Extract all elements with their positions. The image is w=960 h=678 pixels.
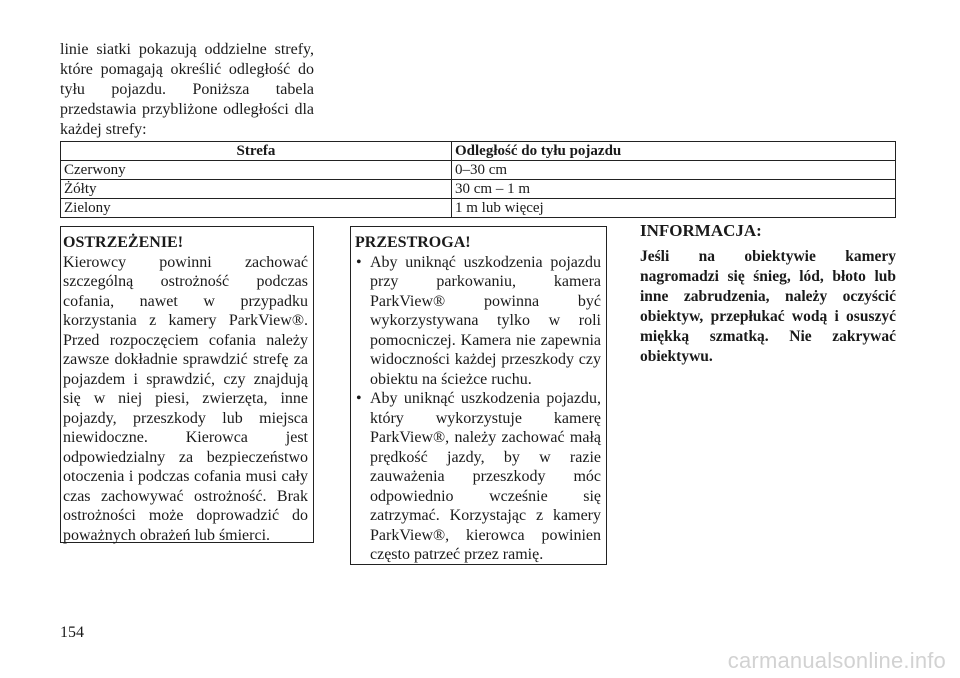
- table-row: [61, 161, 896, 180]
- zone-cell: Czerwony: [61, 161, 452, 180]
- caution-title: PRZESTROGA!: [355, 234, 471, 251]
- distance-cell: 1 m lub więcej: [452, 199, 896, 218]
- caution-box: [350, 226, 607, 565]
- bullet-icon: •: [356, 390, 362, 407]
- caution-item-text: Aby uniknąć uszkodzenia pojazdu przy parkowaniu, kamera ParkView® powinna być wykorzystywana tylko w roli pomocniczej. Kamera nie zapewnia widoczności każdej przeszkody czy obiektu na ścieżce ruchu.: [370, 253, 601, 388]
- warning-text: Kierowcy powinni zachować szczególną ostrożność podczas cofania, nawet w przypadku korzystania z kamery ParkView®. Przed rozpoczęciem cofania należy zawsze dokładnie sprawdzić strefę za pojazdem i sprawdzić, czy znajdują się w niej piesi, zwierzęta, inne pojazdy, przeszkody lub miejsca niewidoczne. Kierowca jest odpowiedzialny za bezpieczeństwo otoczenia i podczas cofania musi cały czas zachowywać ostrożność. Brak ostrożności może doprowadzić do poważnych obrażeń lub śmierci.: [63, 253, 308, 544]
- warning-box: [60, 226, 314, 543]
- zone-distance-table: [60, 141, 896, 218]
- caution-item-text: Aby uniknąć uszkodzenia pojazdu, który wykorzystuje kamerę ParkView®, należy zachować małą prędkość jazdy, by w razie zauważenia przeszkody móc odpowiednio wcześnie się zatrzymać. Korzystając z kamery ParkView®, kierowca powinien często patrzeć przez ramię.: [370, 390, 601, 563]
- page-number: 154: [60, 624, 84, 641]
- zone-cell: Żółty: [61, 180, 452, 199]
- table-row: [61, 180, 896, 199]
- intro-paragraph: linie siatki pokazują oddzielne strefy, które pomagają określić odległość do tyłu pojazdu. Poniższa tabela przedstawia przybliżone odległości dla każdej strefy:: [60, 41, 314, 138]
- table-row: [61, 199, 896, 218]
- info-section: [640, 220, 896, 367]
- zone-cell: Zielony: [61, 199, 452, 218]
- column-header-distance: Odległość do tyłu pojazdu: [452, 142, 896, 161]
- table-header-row: [61, 142, 896, 161]
- watermark: carmanualsonline.info: [727, 648, 946, 673]
- column-header-zone: Strefa: [61, 142, 452, 161]
- bullet-icon: •: [356, 253, 362, 271]
- list-item: [355, 389, 601, 565]
- list-item: [355, 253, 601, 390]
- info-text: Jeśli na obiektywie kamery nagromadzi się śnieg, lód, błoto lub inne zabrudzenia, należy oczyścić obiektyw, przepłukać wodą i osuszyć miękką szmatką. Nie zakrywać obiektywu.: [640, 248, 896, 365]
- distance-cell: 30 cm – 1 m: [452, 180, 896, 199]
- warning-title: OSTRZEŻENIE!: [63, 234, 184, 251]
- distance-cell: 0–30 cm: [452, 161, 896, 180]
- caution-list: [355, 253, 601, 565]
- info-title: INFORMACJA:: [640, 221, 762, 240]
